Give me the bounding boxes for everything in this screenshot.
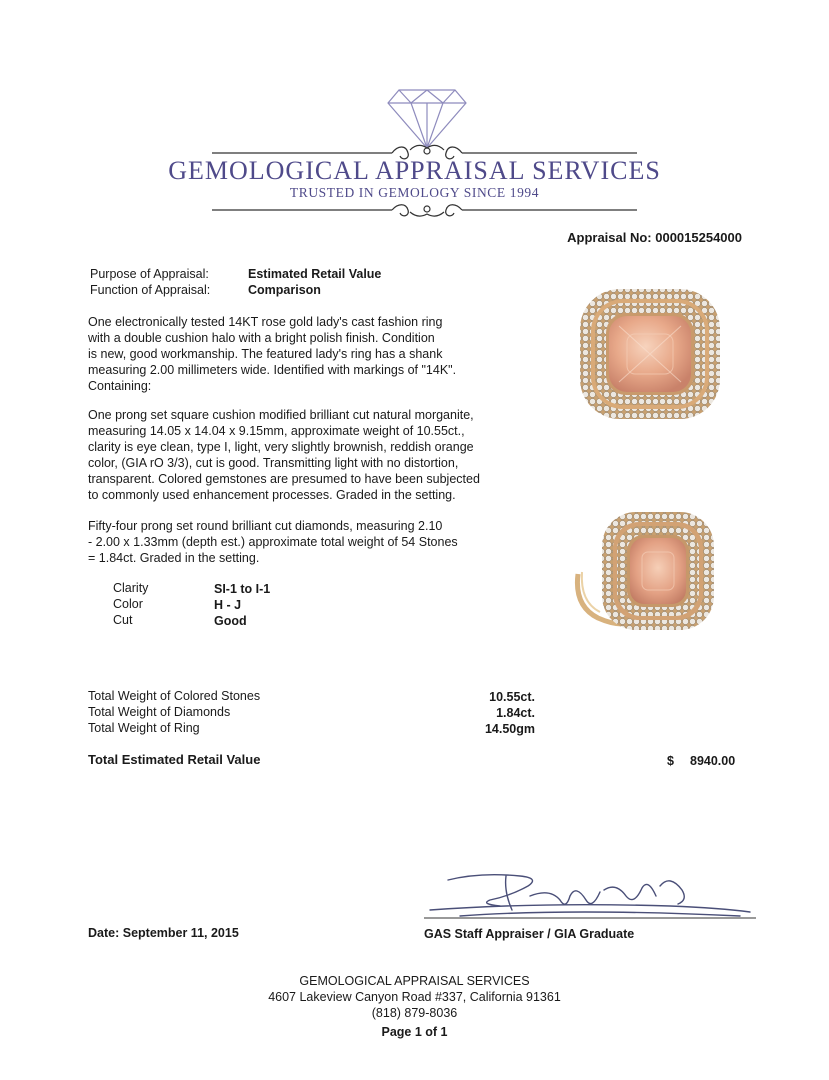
- page-number: Page 1 of 1: [381, 1025, 448, 1039]
- morganite-description: [88, 407, 528, 503]
- purpose-label: Purpose of Appraisal:: [90, 267, 209, 281]
- ring-weight-label: Total Weight of Ring: [88, 721, 200, 735]
- color-label: Color: [113, 597, 143, 611]
- function-value: Comparison: [248, 283, 321, 297]
- footer-company: GEMOLOGICAL APPRAISAL SERVICES: [299, 974, 530, 988]
- ring-top-view-image: [575, 286, 725, 422]
- footer-address: 4607 Lakeview Canyon Road #337, California 91361: [268, 990, 561, 1004]
- ring-side-view-image: [570, 506, 720, 636]
- clarity-value: SI-1 to I-1: [214, 582, 271, 596]
- colored-stones-weight-value: 10.55ct.: [489, 690, 535, 704]
- total-currency: $: [667, 754, 674, 768]
- appraiser-title: GAS Staff Appraiser / GIA Graduate: [424, 927, 635, 941]
- ring-weight-value: 14.50gm: [484, 722, 535, 736]
- description-line: color, (GIA rO 3/3), cut is good. Transmitting light with no distortion,: [88, 456, 459, 470]
- company-name: GEMOLOGICAL APPRAISAL SERVICES: [168, 156, 661, 185]
- description-line: = 1.84ct. Graded in the setting.: [88, 551, 260, 565]
- purpose-value: Estimated Retail Value: [248, 267, 382, 281]
- description-line: is new, good workmanship. The featured lady's ring has a shank: [88, 347, 443, 361]
- total-value-amount: 8940.00: [690, 754, 736, 768]
- cut-value: Good: [214, 614, 247, 628]
- description-line: clarity is eye clean, type I, light, very slightly brownish, reddish orange: [88, 440, 474, 454]
- color-value: H - J: [214, 598, 242, 612]
- description-line: - 2.00 x 1.33mm (depth est.) approximate total weight of 54 Stones: [88, 535, 458, 549]
- description-line: to commonly used enhancement processes. Graded in the setting.: [88, 488, 456, 502]
- ring-description: [88, 314, 528, 394]
- diamonds-weight-label: Total Weight of Diamonds: [88, 705, 231, 719]
- company-tagline: TRUSTED IN GEMOLOGY SINCE 1994: [289, 185, 540, 200]
- function-label: Function of Appraisal:: [90, 283, 211, 297]
- description-line: measuring 14.05 x 14.04 x 9.15mm, approximate weight of 10.55ct.,: [88, 424, 465, 438]
- signature-image: [420, 866, 760, 924]
- description-line: with a double cushion halo with a bright polish finish. Condition: [88, 331, 435, 345]
- description-line: measuring 2.00 millimeters wide. Identified with markings of "14K".: [88, 363, 457, 377]
- appraisal-number: Appraisal No: 000015254000: [567, 230, 742, 245]
- description-line: One electronically tested 14KT rose gold lady's cast fashion ring: [88, 315, 443, 329]
- total-value-label: Total Estimated Retail Value: [88, 752, 261, 767]
- description-line: Fifty-four prong set round brilliant cut diamonds, measuring 2.10: [88, 519, 443, 533]
- description-line: Containing:: [88, 379, 152, 393]
- description-line: One prong set square cushion modified brilliant cut natural morganite,: [88, 408, 474, 422]
- diamonds-description: [88, 518, 528, 566]
- description-line: transparent. Colored gemstones are presumed to have been subjected: [88, 472, 480, 486]
- appraisal-date: Date: September 11, 2015: [88, 926, 239, 940]
- clarity-label: Clarity: [113, 581, 149, 595]
- cut-label: Cut: [113, 613, 133, 627]
- diamonds-weight-value: 1.84ct.: [496, 706, 535, 720]
- colored-stones-weight-label: Total Weight of Colored Stones: [88, 689, 261, 703]
- footer-phone: (818) 879-8036: [371, 1006, 458, 1020]
